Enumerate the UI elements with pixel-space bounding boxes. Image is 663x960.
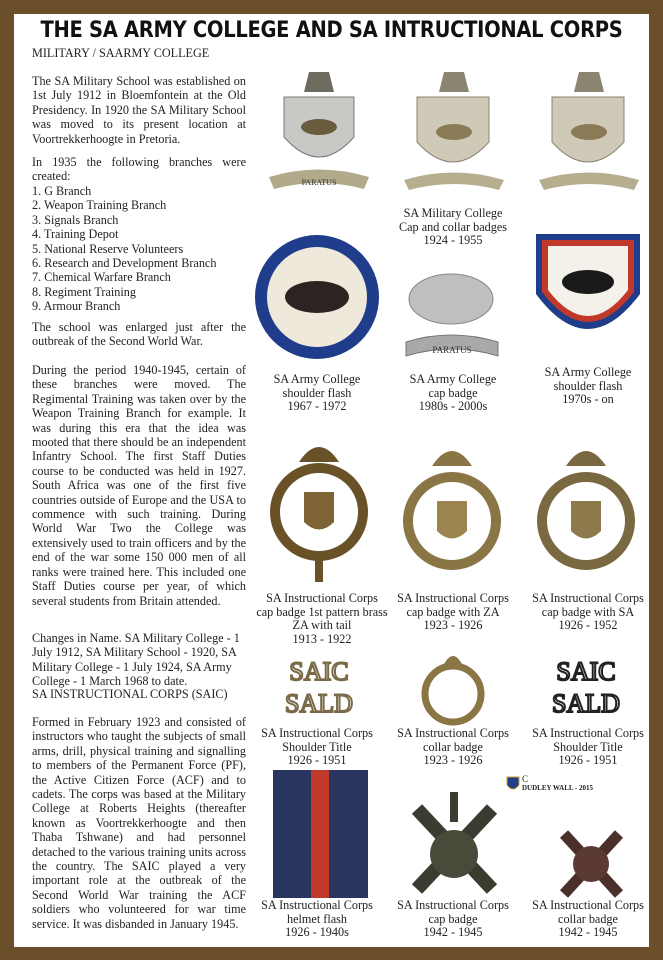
caption-line: 1913 - 1922 bbox=[292, 631, 352, 646]
cap-badge-image bbox=[402, 426, 502, 586]
caption-line: 1970s - on bbox=[562, 392, 614, 407]
caption-line: cap badge with ZA bbox=[406, 604, 500, 619]
caption bbox=[518, 366, 658, 407]
list-item: 2. Weapon Training Branch bbox=[32, 198, 167, 213]
list-item: 9. Armour Branch bbox=[32, 299, 121, 314]
collar-badge-image bbox=[419, 646, 487, 728]
cap-badge-image bbox=[264, 52, 372, 192]
caption-line: SA Instructional Corps bbox=[261, 898, 373, 912]
para-enlarged: The school was enlarged just after the outbreak of the Second World War. bbox=[32, 320, 246, 349]
shoulder-title-image bbox=[272, 650, 367, 720]
caption-line: cap badge bbox=[428, 385, 478, 400]
caption bbox=[383, 207, 523, 248]
caption-line: SA Instructional Corps bbox=[532, 591, 644, 605]
svg-text:SALD: SALD bbox=[285, 689, 353, 718]
collar-badge-image bbox=[399, 52, 507, 197]
poster bbox=[14, 14, 649, 947]
caption bbox=[247, 373, 387, 414]
caption-line: 1942 - 1945 bbox=[423, 925, 483, 940]
caption-line: SA Instructional Corps bbox=[532, 898, 644, 912]
caption-line: SA Instructional Corps bbox=[397, 726, 509, 740]
list-item: 8. Regiment Training bbox=[32, 284, 136, 299]
caption-line: 1923 - 1926 bbox=[423, 753, 483, 768]
collar-badge-dark-image bbox=[554, 814, 629, 904]
caption-line: 1942 - 1945 bbox=[558, 925, 618, 940]
svg-text:PARATUS: PARATUS bbox=[301, 178, 337, 187]
caption-line: Cap and collar badges bbox=[399, 219, 507, 234]
para-branches-intro: In 1935 the following branches were created: bbox=[32, 155, 246, 184]
crest-logo bbox=[506, 776, 520, 792]
list-item: 3. Signals Branch bbox=[32, 212, 119, 227]
caption bbox=[383, 373, 523, 414]
shoulder-flash-round-image bbox=[252, 232, 382, 362]
svg-text:SALD: SALD bbox=[552, 689, 620, 718]
caption-line: 1926 - 1952 bbox=[558, 618, 618, 633]
caption bbox=[247, 899, 387, 940]
para-establishment: The SA Military School was established on 1st July 1912 in Bloemfontein at the Old Presidency. In 1920 the SA Military School was moved to its present location at Voortrekkerhoogte in Pretoria. bbox=[32, 74, 246, 146]
heading-military-college: MILITARY / SAARMY COLLEGE bbox=[32, 46, 210, 60]
caption-line: cap badge bbox=[428, 911, 478, 926]
caption bbox=[518, 592, 658, 633]
para-saic: Formed in February 1923 and consisted of instructors who taught the subjects of small arms, drill, physical training and signalling to members of the Permanent Force (PF), the Active Citizen Force (ACF) and to cadets. The corps was based at the Military College at Roberts Heights (thereafter known as Voortrekkerhoogte and then Thaba Tshwane) and had personnel detached to the various training units across the country. The SAIC played a very important role at the outbreak of the Second World War training the ACF soldiers who volunteered for war time service. It was disbanded in January 1945. bbox=[32, 715, 246, 931]
caption-line: shoulder flash bbox=[553, 378, 623, 393]
list-item: 5. National Reserve Volunteers bbox=[32, 241, 184, 256]
list-item: 7. Chemical Warfare Branch bbox=[32, 270, 171, 285]
caption-line: SA Military College bbox=[403, 206, 503, 220]
cap-badge-image bbox=[536, 426, 636, 586]
svg-text:SAIC: SAIC bbox=[556, 657, 616, 686]
cap-badge-image bbox=[396, 254, 508, 364]
caption bbox=[383, 592, 523, 633]
credit-text: DUDLEY WALL - 2015 bbox=[522, 784, 593, 792]
caption-line: SA Instructional Corps bbox=[261, 726, 373, 740]
list-item: 6. Research and Development Branch bbox=[32, 256, 217, 271]
caption-line: SA Instructional Corps bbox=[266, 591, 378, 605]
para-1940-1945: During the period 1940-1945, certain of these branches were moved. The Regimental Training was taken over by the Weapon Training Branch for example. It was during this era that the idea was mooted that there should be an independent Infantry School. The first Staff Duties course to be conducted was held in 1927. South Africa was one of the first five countries outside of Europe and the USA to commence with such training. During World War Two the College was extensively used to train officers and by the end of the war some 150 000 men of all ranks were trained here. This included one Staff Duties course per year, of which several students from Britain attended. bbox=[32, 363, 246, 608]
caption bbox=[383, 727, 523, 768]
svg-text:SAIC: SAIC bbox=[289, 657, 349, 686]
para-name-changes: Changes in Name. SA Military College - 1 July 1912, SA Military School - 1920, SA Military College - 1 July 1924, SA Army College - 1 March 1968 to date. bbox=[32, 631, 240, 689]
cap-badge-brass-image bbox=[269, 422, 369, 587]
caption-line: 1926 - 1940s bbox=[285, 925, 349, 940]
caption-line: Shoulder Title bbox=[553, 739, 623, 754]
caption-line: SA Instructional Corps bbox=[397, 898, 509, 912]
caption-line: SA Instructional Corps bbox=[532, 726, 644, 740]
caption-line: 1923 - 1926 bbox=[423, 618, 483, 633]
collar-badge-image bbox=[534, 52, 642, 197]
credit bbox=[506, 774, 593, 792]
cap-badge-dark-image bbox=[402, 784, 507, 904]
caption-line: collar badge bbox=[423, 739, 483, 754]
caption-line: 1924 - 1955 bbox=[423, 233, 483, 248]
page-title: THE SA ARMY COLLEGE AND SA INTRUCTIONAL CORPS bbox=[40, 16, 623, 43]
caption bbox=[247, 592, 397, 646]
caption-line: 1926 - 1951 bbox=[558, 753, 618, 768]
caption-line: 1980s - 2000s bbox=[418, 399, 488, 414]
svg-text:PARATUS: PARATUS bbox=[432, 345, 472, 355]
caption-line: ZA with tail bbox=[292, 618, 352, 633]
branches-list bbox=[32, 184, 246, 314]
caption bbox=[247, 727, 387, 768]
caption-line: helmet flash bbox=[287, 911, 347, 926]
caption-line: SA Army College bbox=[409, 372, 497, 386]
caption bbox=[518, 727, 658, 768]
caption-line: shoulder flash bbox=[282, 385, 352, 400]
shoulder-title-image bbox=[539, 650, 634, 720]
caption-line: cap badge with SA bbox=[541, 604, 635, 619]
caption bbox=[383, 899, 523, 940]
caption-line: cap badge 1st pattern brass bbox=[256, 604, 388, 619]
caption-line: Shoulder Title bbox=[282, 739, 352, 754]
shoulder-flash-shield-image bbox=[534, 232, 642, 357]
caption-line: 1926 - 1951 bbox=[287, 753, 347, 768]
helmet-flash-image bbox=[273, 770, 368, 898]
caption-line: collar badge bbox=[558, 911, 618, 926]
copyright-symbol: C bbox=[522, 774, 529, 784]
caption bbox=[518, 899, 658, 940]
caption-line: SA Army College bbox=[273, 372, 361, 386]
caption-line: SA Army College bbox=[544, 365, 632, 379]
list-item: 1. G Branch bbox=[32, 184, 92, 198]
caption-line: SA Instructional Corps bbox=[397, 591, 509, 605]
list-item: 4. Training Depot bbox=[32, 227, 119, 242]
caption-line: 1967 - 1972 bbox=[287, 399, 347, 414]
heading-saic: SA INSTRUCTIONAL CORPS (SAIC) bbox=[32, 687, 228, 701]
